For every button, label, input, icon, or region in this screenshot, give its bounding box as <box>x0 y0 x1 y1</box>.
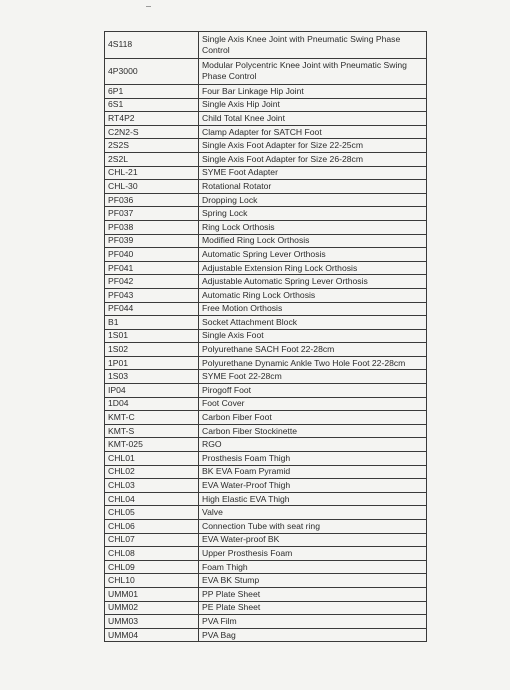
product-code-cell: KMT-S <box>105 424 199 438</box>
product-description-cell: Automatic Ring Lock Orthosis <box>199 288 427 302</box>
product-description-cell: Polyurethane SACH Foot 22-28cm <box>199 343 427 357</box>
table-row <box>105 492 427 506</box>
table-row <box>105 288 427 302</box>
product-description-cell: Clamp Adapter for SATCH Foot <box>199 125 427 139</box>
table-row <box>105 139 427 153</box>
product-description-cell: RGO <box>199 438 427 452</box>
product-code-cell: CHL01 <box>105 452 199 466</box>
product-code-cell: 4S118 <box>105 32 199 59</box>
table-row <box>105 587 427 601</box>
product-description-cell: Carbon Fiber Foot <box>199 411 427 425</box>
product-code-table-body <box>105 32 427 642</box>
table-row <box>105 601 427 615</box>
product-code-cell: CHL06 <box>105 520 199 534</box>
product-code-cell: CHL03 <box>105 479 199 493</box>
product-code-cell: PF036 <box>105 193 199 207</box>
product-code-cell: 4P3000 <box>105 58 199 85</box>
table-row <box>105 32 427 59</box>
product-code-cell: PF039 <box>105 234 199 248</box>
table-row <box>105 560 427 574</box>
product-description-cell: Prosthesis Foam Thigh <box>199 452 427 466</box>
product-description-cell: Upper Prosthesis Foam <box>199 547 427 561</box>
table-row <box>105 98 427 112</box>
product-code-cell: UMM04 <box>105 628 199 642</box>
product-code-cell: 1D04 <box>105 397 199 411</box>
table-row <box>105 424 427 438</box>
product-description-cell: Socket Attachment Block <box>199 316 427 330</box>
product-code-cell: CHL05 <box>105 506 199 520</box>
table-row <box>105 343 427 357</box>
product-description-cell: BK EVA Foam Pyramid <box>199 465 427 479</box>
product-description-cell: Single Axis Foot Adapter for Size 26-28cm <box>199 152 427 166</box>
table-row <box>105 356 427 370</box>
product-code-cell: CHL02 <box>105 465 199 479</box>
product-description-cell: Spring Lock <box>199 207 427 221</box>
product-code-cell: KMT-C <box>105 411 199 425</box>
table-row <box>105 465 427 479</box>
table-row <box>105 261 427 275</box>
table-row <box>105 166 427 180</box>
product-code-cell: PF040 <box>105 248 199 262</box>
product-code-cell: CHL-21 <box>105 166 199 180</box>
table-row <box>105 438 427 452</box>
product-description-cell: Adjustable Automatic Spring Lever Orthosis <box>199 275 427 289</box>
table-row <box>105 547 427 561</box>
product-description-cell: Single Axis Foot <box>199 329 427 343</box>
product-description-cell: Free Motion Orthosis <box>199 302 427 316</box>
product-description-cell: Single Axis Foot Adapter for Size 22-25cm <box>199 139 427 153</box>
product-description-cell: Pirogoff Foot <box>199 384 427 398</box>
product-description-cell: EVA BK Stump <box>199 574 427 588</box>
product-code-cell: PF038 <box>105 220 199 234</box>
table-row <box>105 234 427 248</box>
table-row <box>105 85 427 99</box>
product-description-cell: Ring Lock Orthosis <box>199 220 427 234</box>
product-code-cell: C2N2-S <box>105 125 199 139</box>
product-code-cell: CHL09 <box>105 560 199 574</box>
product-description-cell: EVA Water-proof BK <box>199 533 427 547</box>
product-description-cell: Child Total Knee Joint <box>199 112 427 126</box>
product-description-cell: Valve <box>199 506 427 520</box>
table-row <box>105 248 427 262</box>
product-code-cell: 6P1 <box>105 85 199 99</box>
table-row <box>105 58 427 85</box>
product-description-cell: PP Plate Sheet <box>199 587 427 601</box>
product-description-cell: EVA Water-Proof Thigh <box>199 479 427 493</box>
product-code-cell: 1S03 <box>105 370 199 384</box>
product-code-cell: UMM03 <box>105 615 199 629</box>
product-code-cell: 1S02 <box>105 343 199 357</box>
product-description-cell: Foot Cover <box>199 397 427 411</box>
product-description-cell: Automatic Spring Lever Orthosis <box>199 248 427 262</box>
product-code-cell: KMT-025 <box>105 438 199 452</box>
table-row <box>105 193 427 207</box>
product-code-cell: PF043 <box>105 288 199 302</box>
product-description-cell: Single Axis Hip Joint <box>199 98 427 112</box>
table-row <box>105 411 427 425</box>
table-row <box>105 207 427 221</box>
product-description-cell: Polyurethane Dynamic Ankle Two Hole Foot 22-28cm <box>199 356 427 370</box>
table-row <box>105 384 427 398</box>
table-row <box>105 479 427 493</box>
product-code-cell: CHL04 <box>105 492 199 506</box>
product-description-cell: Adjustable Extension Ring Lock Orthosis <box>199 261 427 275</box>
product-code-cell: PF044 <box>105 302 199 316</box>
product-code-cell: 2S2L <box>105 152 199 166</box>
table-row <box>105 316 427 330</box>
product-description-cell: PVA Bag <box>199 628 427 642</box>
product-code-cell: PF041 <box>105 261 199 275</box>
product-description-cell: PE Plate Sheet <box>199 601 427 615</box>
page-mark <box>146 6 151 7</box>
product-code-cell: CHL10 <box>105 574 199 588</box>
product-code-cell: 1S01 <box>105 329 199 343</box>
product-description-cell: PVA Film <box>199 615 427 629</box>
product-description-cell: Single Axis Knee Joint with Pneumatic Swing Phase Control <box>199 32 427 59</box>
table-row <box>105 452 427 466</box>
product-code-table <box>104 31 427 642</box>
product-description-cell: Modular Polycentric Knee Joint with Pneumatic Swing Phase Control <box>199 58 427 85</box>
table-row <box>105 520 427 534</box>
product-code-cell: 6S1 <box>105 98 199 112</box>
table-row <box>105 180 427 194</box>
table-row <box>105 112 427 126</box>
product-code-cell: 2S2S <box>105 139 199 153</box>
product-code-cell: CHL08 <box>105 547 199 561</box>
table-row <box>105 533 427 547</box>
product-description-cell: Dropping Lock <box>199 193 427 207</box>
product-code-cell: CHL-30 <box>105 180 199 194</box>
product-description-cell: Modified Ring Lock Orthosis <box>199 234 427 248</box>
product-description-cell: High Elastic EVA Thigh <box>199 492 427 506</box>
product-description-cell: Foam Thigh <box>199 560 427 574</box>
product-description-cell: Carbon Fiber Stockinette <box>199 424 427 438</box>
product-description-cell: Four Bar Linkage Hip Joint <box>199 85 427 99</box>
table-row <box>105 397 427 411</box>
product-code-cell: B1 <box>105 316 199 330</box>
product-description-cell: Connection Tube with seat ring <box>199 520 427 534</box>
table-row <box>105 302 427 316</box>
product-code-cell: RT4P2 <box>105 112 199 126</box>
table-row <box>105 152 427 166</box>
product-description-cell: SYME Foot Adapter <box>199 166 427 180</box>
product-description-cell: SYME Foot 22-28cm <box>199 370 427 384</box>
product-code-cell: PF042 <box>105 275 199 289</box>
table-row <box>105 125 427 139</box>
product-code-cell: UMM02 <box>105 601 199 615</box>
table-row <box>105 506 427 520</box>
table-row <box>105 329 427 343</box>
product-code-cell: 1P01 <box>105 356 199 370</box>
product-code-cell: PF037 <box>105 207 199 221</box>
product-code-cell: CHL07 <box>105 533 199 547</box>
table-row <box>105 615 427 629</box>
product-code-cell: IP04 <box>105 384 199 398</box>
product-description-cell: Rotational Rotator <box>199 180 427 194</box>
product-code-cell: UMM01 <box>105 587 199 601</box>
table-row <box>105 220 427 234</box>
table-row <box>105 275 427 289</box>
table-row <box>105 628 427 642</box>
table-row <box>105 370 427 384</box>
table-row <box>105 574 427 588</box>
